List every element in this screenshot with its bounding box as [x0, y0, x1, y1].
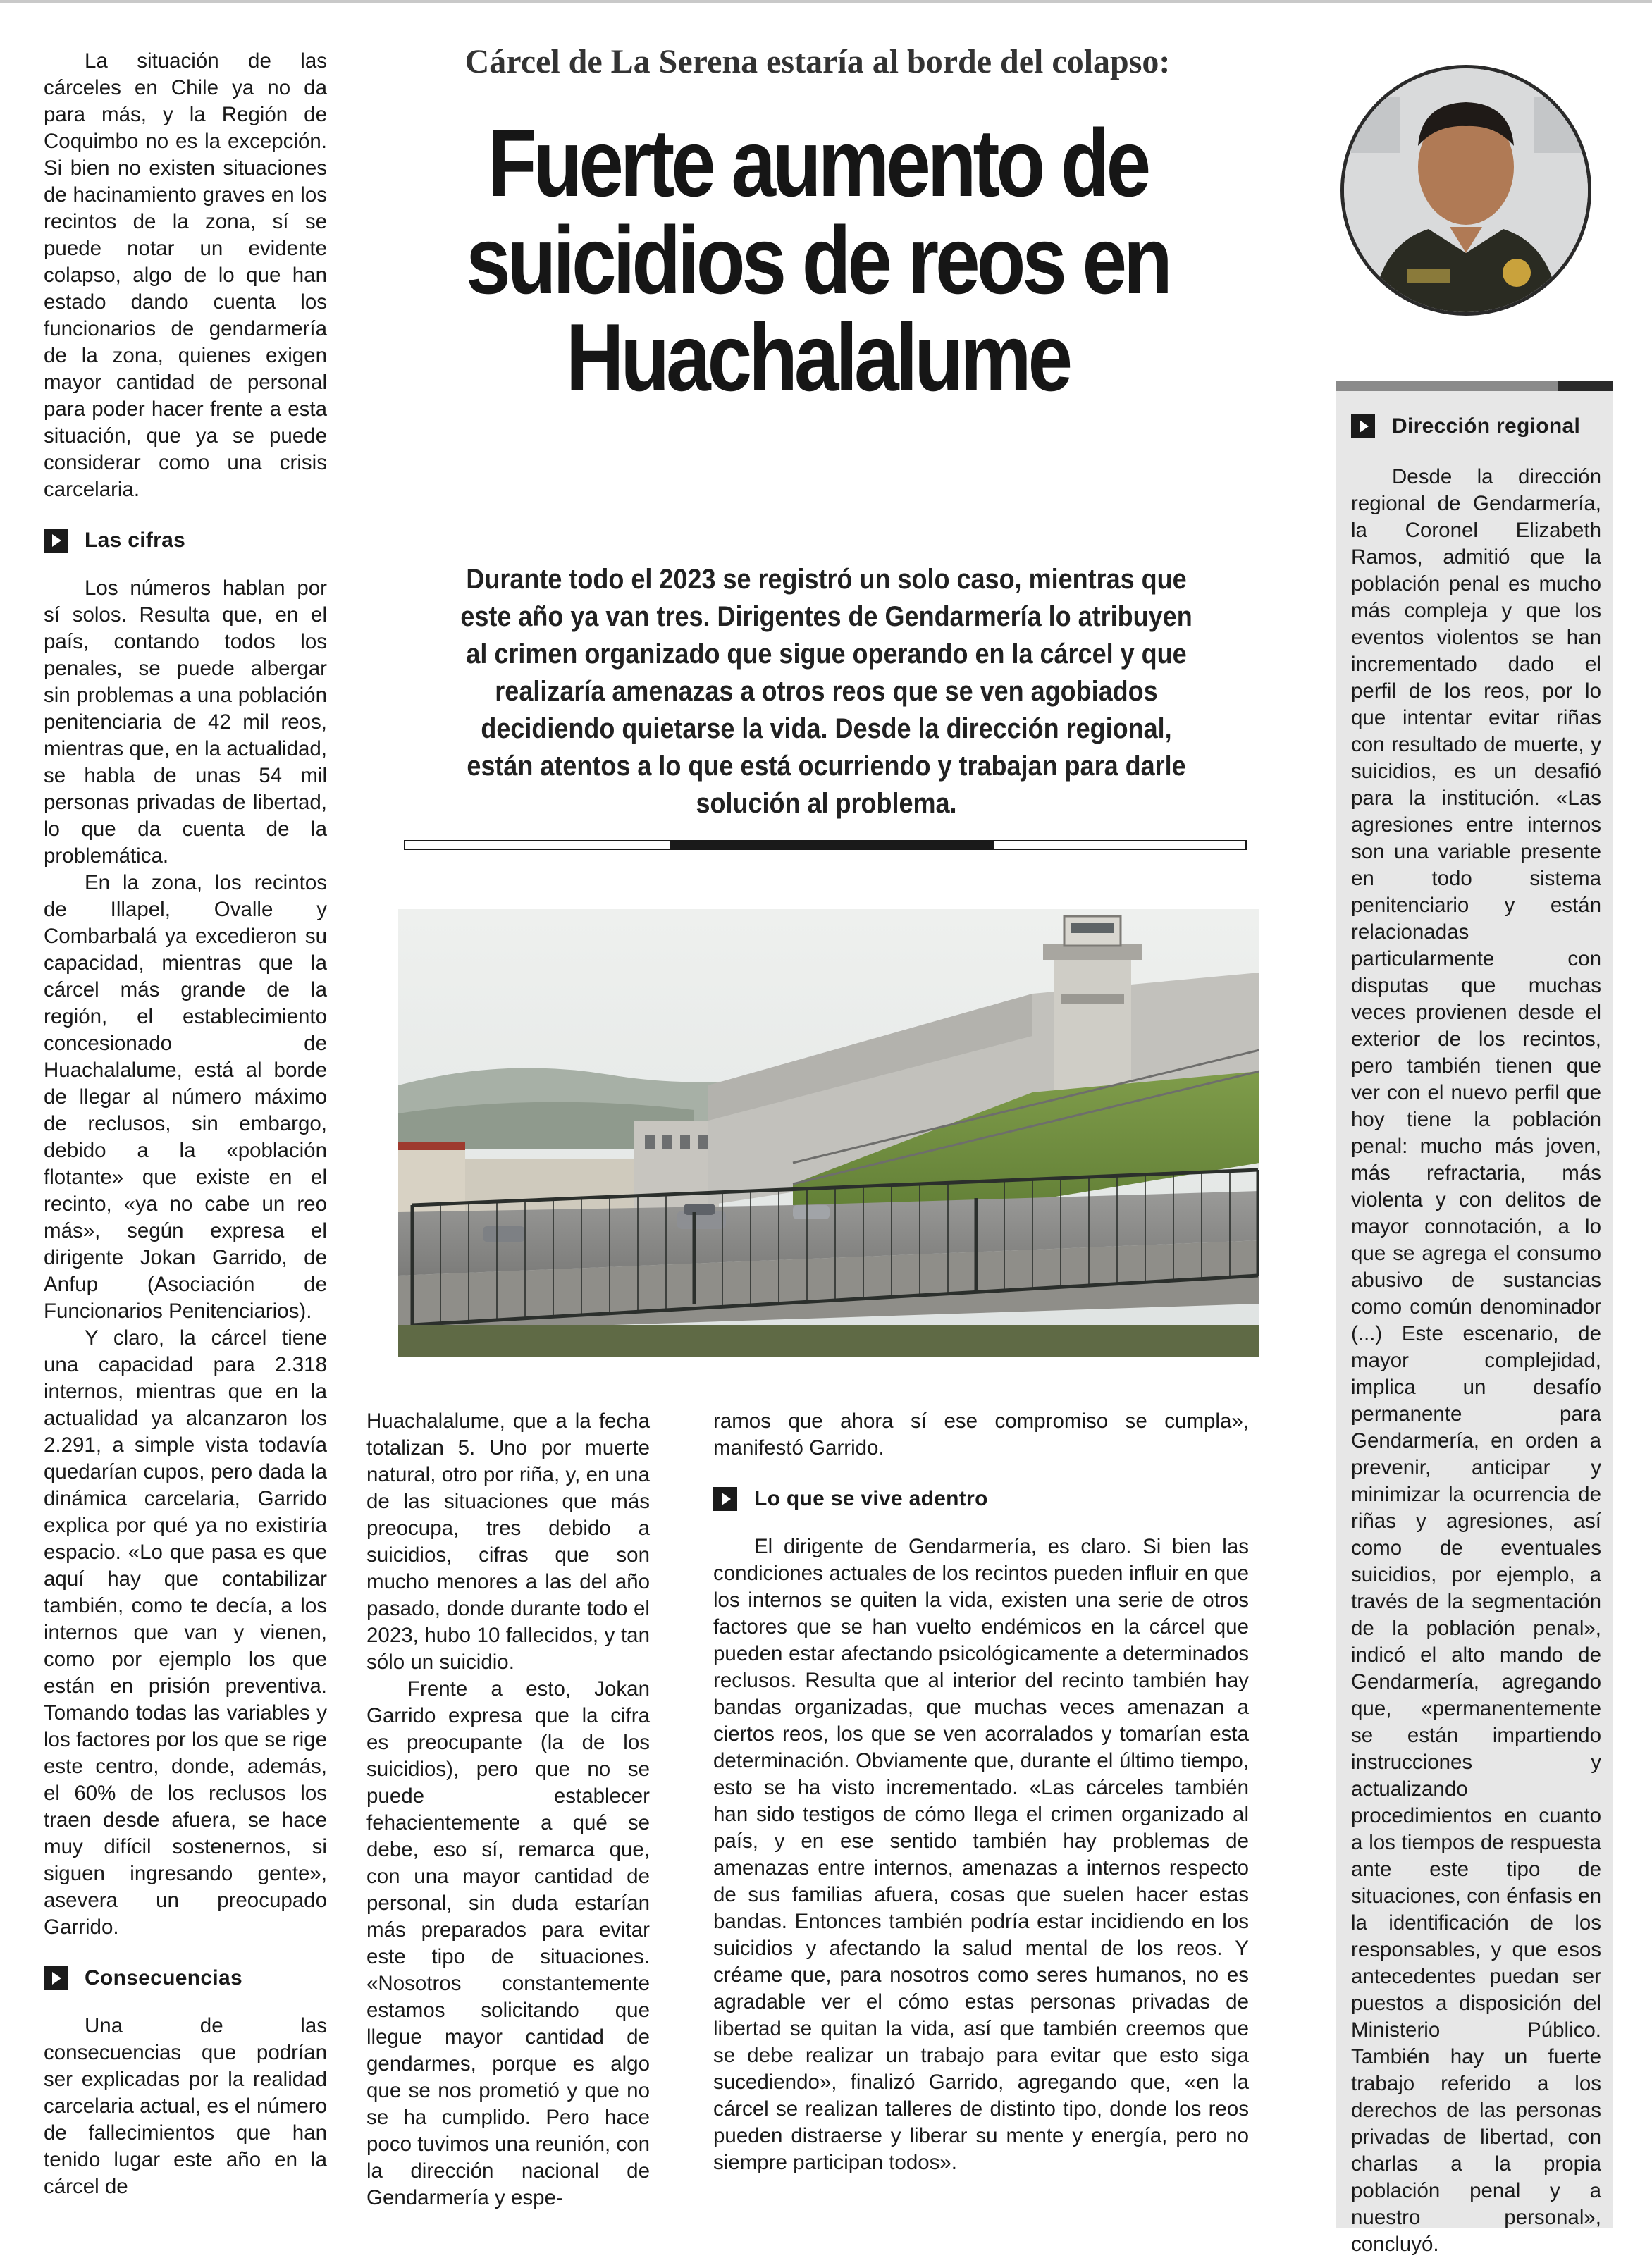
paragraph: ramos que ahora sí ese compromiso se cumpla», manifestó Garrido.	[713, 1409, 1249, 1460]
paragraph: En la zona, los recintos de Illapel, Ovalle y Combarbalá ya excedieron su capacidad, mientras que la cárcel más grande de la región, el establecimiento concesionado de Huachalalume, está al borde de llegar al número máximo de reclusos, sin embargo, debido a la «población flotante» que existe en el recinto, «ya no cabe un reo más», según expresa el dirigente Jokan Garrido, de Anfup (Asociación de Funcionarios Penitenciarios).	[44, 871, 327, 1323]
avatar	[1340, 65, 1591, 316]
sidebar-top-bar-accent	[1558, 381, 1613, 391]
sidebar-column	[1351, 413, 1601, 2258]
top-border	[0, 0, 1652, 3]
subheading-label: Dirección regional	[1392, 414, 1581, 438]
headline: Fuerte aumento de suicidios de reos en Huachalalume	[466, 109, 1169, 411]
play-triangle-icon	[713, 1487, 737, 1511]
lede: Durante todo el 2023 se registró un solo caso, mientras que este año ya van tres. Dirigentes de Gendarmería lo atribuyen al crimen organizado que sigue operando en la cárcel y que realizaría amenazas a otros reos que se ven agobiados decidiendo quietarse la vida. Desde la dirección regional, están atentos a lo que está ocurriendo y trabajan para darle solución al problema.	[460, 564, 1192, 819]
play-triangle-icon	[44, 529, 68, 553]
kicker: Cárcel de La Serena estaría al borde del colapso:	[464, 43, 1171, 80]
divider-rule-accent	[670, 840, 994, 850]
paragraph: Frente a esto, Jokan Garrido expresa que la cifra es preocupante (la de los suicidios), pero que no se puede establecer fehacientemente a qué se debe, eso sí, remarca que, con una mayor cantidad de personal, sin duda estarían más preparados para evitar este tipo de situaciones. «Nosotros constantemente estamos solicitando que llegue mayor cantidad de gendarmes, porque es algo que se nos prometió y que no se ha cumplido. Pero hace poco tuvimos una reunión, con la dirección nacional de Gendarmería y espe-	[366, 1677, 650, 2209]
subheading-label: Lo que se vive adentro	[754, 1487, 988, 1510]
play-triangle-icon	[44, 1966, 68, 1990]
play-triangle-icon	[1351, 414, 1375, 438]
paragraph: La situación de las cárceles en Chile ya no da para más, y la Región de Coquimbo no es la excepción. Si bien no existen situaciones de hacinamiento graves en los recintos de la zona, sí se puede notar un evidente colapso, algo de lo que han estado dando cuenta los funcionarios de gendarmería de la zona, quienes exigen mayor cantidad de personal para poder hacer frente a esta situación, que ya se puede considerar como una crisis carcelaria.	[44, 49, 327, 501]
paragraph: Huachalalume, que a la fecha totalizan 5. Uno por muerte natural, otro por riña, y, en una de las situaciones que más preocupa, tres debido a suicidios, cifras que son mucho menores a las del año pasado, donde durante todo el 2023, hubo 10 fallecidos, y tan sólo un suicidio.	[366, 1409, 650, 1674]
subheading-lo-que-se-vive-adentro	[713, 1486, 1249, 1512]
paragraph: El dirigente de Gendarmería, es claro. Si bien las condiciones actuales de los recintos pueden influir en que los internos se quiten la vida, existen una serie de otros factores que se han vuelto endémicos en la cárcel que pueden estar afectando psicológicamente a determinados reclusos. Resulta que al interior del recinto también hay bandas organizadas, que muchas veces amenazan a ciertos reos, los que se ven acorralados y tomarían esta determinación. Obviamente que, durante el último tiempo, esto se ha visto incrementado. «Las cárceles también han sido testigos de cómo llega el crimen organizado al país, y en ese sentido también hay problemas de amenazas entre internos, amenazas a internos respecto de sus familias afuera, cosas que suelen hacer estas bandas. Entonces también podría estar incidiendo en los suicidios y afectando la salud mental de los reos. Y créame que, para nosotros como seres humanos, no es agradable ver el cómo estas personas privadas de libertad se quitan la vida, así que también creemos que se debe realizar un trabajo para evitar que esto siga sucediendo», finalizó Garrido, agregando que, «en la cárcel se realizan talleres de distinto tipo, donde los reos pueden distraerse y liberar su mente y energía, pero no siempre participan todos».	[713, 1535, 1249, 2174]
subheading-label: Consecuencias	[85, 1966, 242, 1989]
paragraph: Desde la dirección regional de Gendarmería, la Coronel Elizabeth Ramos, admitió que la población penal es mucho más compleja y que los eventos violentos se han incrementado dado el perfil de los reos, por lo que intentar evitar riñas con resultado de muerte, y suicidios, es un desafió para la institución. «Las agresiones entre internos son una variable presente en todo sistema penitenciario y están relacionadas particularmente con disputas que muchas veces provienen desde el exterior de los recintos, pero también tienen que ver con el nuevo perfil que hoy tiene la población penal: mucho más joven, más refractaria, más violenta y con delitos de mayor connotación, a lo que se agrega el consumo abusivo de sustancias como común denominador (...) Este escenario, de mayor complejidad, implica un desafío permanente para Gendarmería, en orden a prevenir, anticipar y minimizar la ocurrencia de riñas y agresiones, así como de eventuales suicidios, por ejemplo, a través de la segmentación de la población penal», indicó el alto mando de Gendarmería, agregando que, «permanentemente se están impartiendo instrucciones y actualizando procedimientos en cuanto a los tiempos de respuesta ante este tipo de situaciones, con énfasis en la identificación de los responsables, y que esos antecedentes puedan ser puestos a disposición del Ministerio Público. También hay un fuerte trabajo referido a los derechos de las personas privadas de libertad, con charlas a la propia población penal y a nuestro personal», concluyó.	[1351, 465, 1601, 2256]
middle-column-1	[366, 1408, 650, 2211]
paragraph: Los números hablan por sí solos. Resulta que, en el país, contando todos los penales, se puede albergar sin problemas a una población penitenciaria de 42 mil reos, mientras que, en la actualidad, se habla de unas 54 mil personas privadas de libertad, lo que da cuenta de la problemática.	[44, 576, 327, 868]
subheading-las-cifras	[44, 527, 327, 554]
subheading-direccion-regional	[1351, 413, 1601, 440]
middle-column-2	[713, 1408, 1249, 2176]
left-column	[44, 48, 327, 2200]
subheading-label: Las cifras	[85, 529, 186, 552]
paragraph: Y claro, la cárcel tiene una capacidad para 2.318 internos, mientras que en la actualidad ya alcanzaron los 2.291, a simple vista todavía quedarían cupos, pero dada la dinámica carcelaria, Garrido explica por qué ya no existiría espacio. «Lo que pasa es que aquí hay que contabilizar también, como te decía, a los internos que van y vienen, como por ejemplo los que están en prisión preventiva. Tomando todas las variables y los factores por los que se rige este centro, donde, además, el 60% de los reclusos los traen desde afuera, se hace muy difícil sostenernos, si siguen ingresando gente», asevera un preocupado Garrido.	[44, 1326, 327, 1939]
prison-photo	[398, 909, 1259, 1357]
subheading-consecuencias	[44, 1965, 327, 1992]
paragraph: Una de las consecuencias que podrían ser explicadas por la realidad carcelaria actual, es el número de fallecimientos que han tenido lugar este año en la cárcel de	[44, 2014, 327, 2198]
